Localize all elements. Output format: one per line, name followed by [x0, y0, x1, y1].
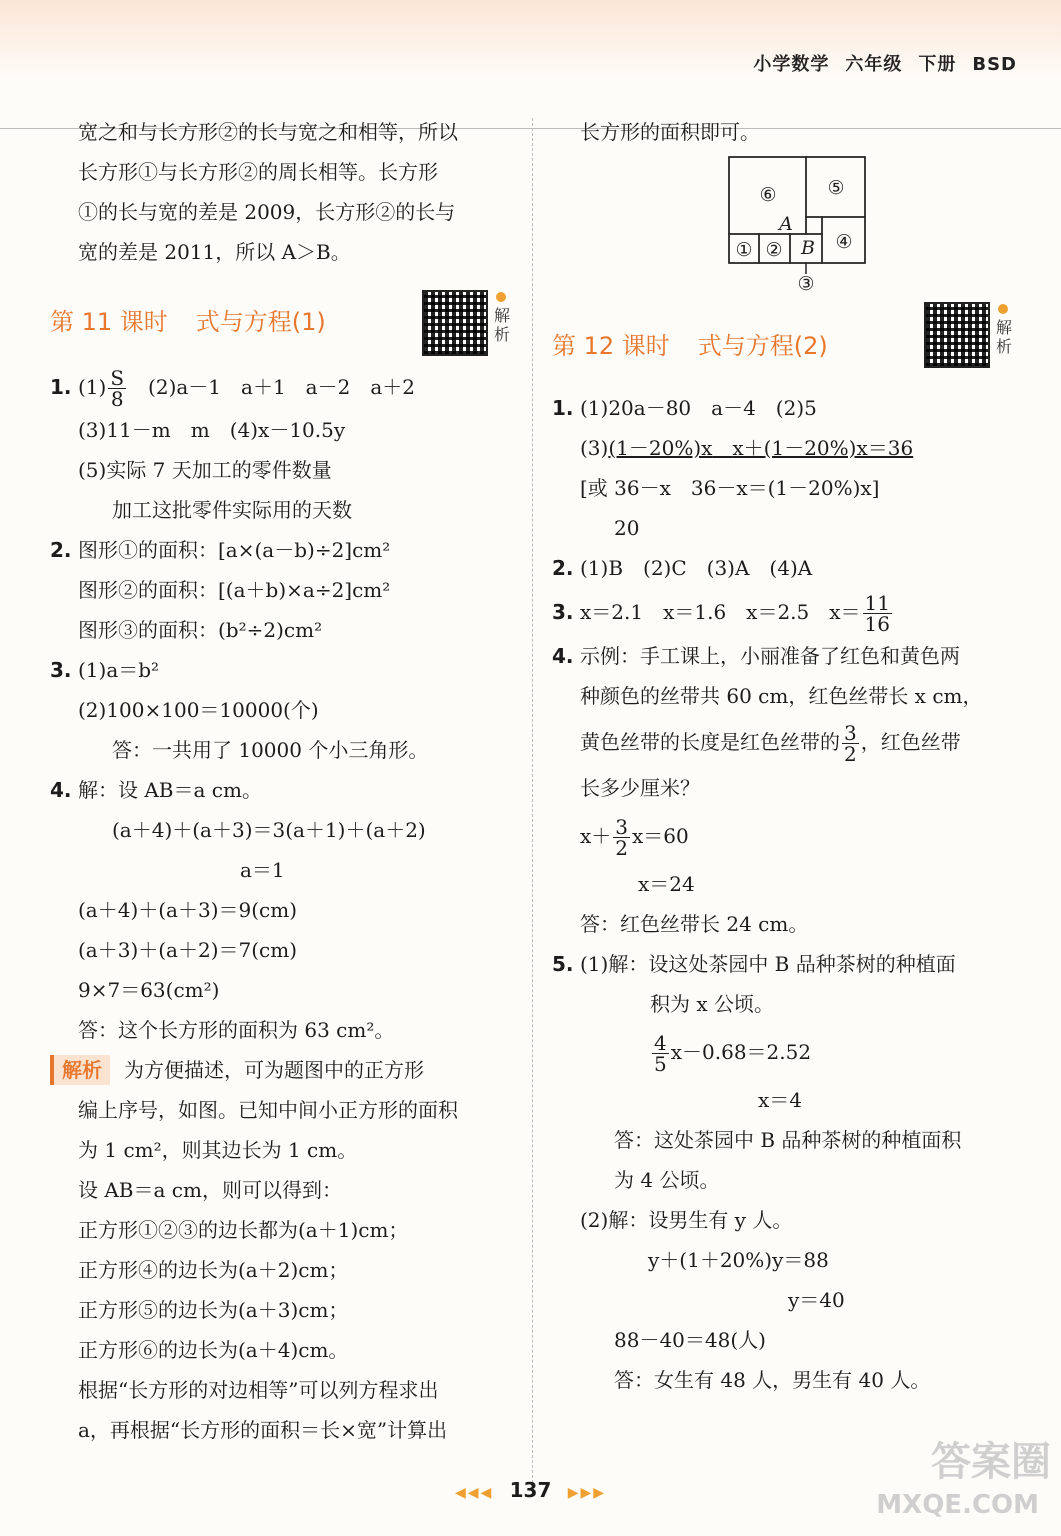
- left-column: [50, 112, 520, 1450]
- l12-q4-line: [552, 636, 1022, 676]
- fraction-denominator: 8: [110, 387, 124, 411]
- l12-q5-h: y＋(1＋20%)y＝88: [648, 1248, 829, 1272]
- l12-q3-a: x＝2.1 x＝1.6 x＝2.5 x＝: [580, 600, 861, 624]
- analysis-text: 设 AB＝a cm，则可以得到：: [78, 1178, 342, 1202]
- l11-q1-d: 加工这批零件实际用的天数: [112, 498, 352, 522]
- label-5: ⑤: [827, 177, 845, 199]
- running-header: [737, 50, 1017, 76]
- fraction: [108, 368, 126, 409]
- l12-q5-g: (2)解：设男生有 y 人。: [580, 1208, 793, 1232]
- l11-q4-f: 9×7＝63(cm²): [78, 978, 220, 1002]
- header-grade: 六年级: [845, 54, 903, 75]
- l12-q5-k: 答：女生有 48 人，男生有 40 人。: [614, 1368, 931, 1392]
- label-A: A: [779, 213, 793, 235]
- l12-q2-line: [552, 548, 1022, 588]
- question-number: 3.: [552, 600, 574, 624]
- question-number: 1.: [50, 375, 72, 399]
- l12-q4-a: 示例：手工课上，小丽准备了红色和黄色两: [580, 644, 960, 668]
- fraction: [863, 593, 892, 634]
- l12-q4-c: [552, 716, 1022, 768]
- analysis-text: 为方便描述，可为题图中的正方形: [124, 1058, 424, 1082]
- l12-q4-c-pre: 黄色丝带的长度是红色丝带的: [580, 730, 840, 754]
- header-edition: BSD: [972, 54, 1017, 75]
- lesson-12-number: 第 12 课时: [552, 332, 670, 360]
- l11-q3-b: (2)100×100＝10000(个): [78, 698, 319, 722]
- l12-q4-c-post: ，红色丝带: [860, 730, 961, 754]
- l12-q4-f: x＝24: [638, 872, 695, 896]
- l12-q1-b: [552, 428, 1022, 468]
- lesson-11-number: 第 11 课时: [50, 308, 168, 336]
- l12-q4-g: 答：红色丝带长 24 cm。: [580, 912, 809, 936]
- analysis-line: [50, 1050, 520, 1090]
- l11-q1-b: (3)11－m m (4)x－10.5y: [78, 418, 346, 442]
- watermark-url: MXQE.COM: [876, 1490, 1039, 1520]
- right-top-line: 长方形的面积即可。: [580, 120, 760, 144]
- l11-q4-a: 解：设 AB＝a cm。: [78, 778, 262, 802]
- l12-q5-line: [552, 944, 1022, 984]
- l11-q3-a: (1)a＝b²: [78, 658, 160, 682]
- l12-q4-e-post: x＝60: [632, 824, 689, 848]
- fraction-denominator: 16: [864, 612, 890, 636]
- l12-q4-e-pre: x＋: [580, 824, 612, 848]
- qr-code-icon[interactable]: [924, 302, 990, 368]
- header-volume: 下册: [918, 54, 957, 75]
- l11-q3-line: [50, 650, 520, 690]
- question-number: 2.: [552, 556, 574, 580]
- l11-q4-g: 答：这个长方形的面积为 63 cm²。: [78, 1018, 395, 1042]
- analysis-tag: 解析: [50, 1055, 110, 1085]
- left-text-line: 长方形①与长方形②的周长相等。长方形: [78, 160, 438, 184]
- analysis-text: 根据“长方形的对边相等”可以列方程求出: [78, 1378, 439, 1402]
- question-number: 2.: [50, 538, 72, 562]
- l12-q5-d: x＝4: [758, 1088, 803, 1112]
- watermark-logo: 答案圈: [931, 1439, 1051, 1485]
- left-text-line: 宽之和与长方形②的长与宽之和相等，所以: [78, 120, 458, 144]
- label-B: B: [801, 237, 815, 259]
- l11-q2-line: [50, 530, 520, 570]
- l11-q1-c: (5)实际 7 天加工的零件数量: [78, 458, 332, 482]
- l11-q1-rest: (2)a－1 a＋1 a－2 a＋2: [148, 375, 415, 399]
- analysis-text: 正方形⑥的边长为(a＋4)cm。: [78, 1338, 349, 1362]
- header-subject: 小学数学: [753, 54, 830, 75]
- lesson-12-title: 式与方程(2): [697, 332, 828, 360]
- l12-q1-b-pre: (3): [580, 436, 609, 460]
- fraction-denominator: 5: [654, 1052, 667, 1076]
- analysis-text: 正方形⑤的边长为(a＋3)cm；: [78, 1298, 349, 1322]
- figure-spacer: [552, 152, 1022, 314]
- l12-q4-b: 种颜色的丝带共 60 cm，红色丝带长 x cm，: [580, 684, 983, 708]
- fraction-numerator: S: [110, 366, 125, 390]
- l11-q4-line: [50, 770, 520, 810]
- l11-q2-b: 图形②的面积：[(a＋b)×a÷2]cm²: [78, 578, 391, 602]
- analysis-text: 正方形①②③的边长都为(a＋1)cm；: [78, 1218, 409, 1242]
- fraction-numerator: 3: [615, 815, 629, 839]
- l12-q5-e: 答：这处茶园中 B 品种茶树的种植面积: [614, 1128, 962, 1152]
- l12-q5-f: 为 4 公顷。: [614, 1168, 720, 1192]
- question-number: 1.: [552, 396, 574, 420]
- l12-q4-d: 长多少厘米？: [580, 776, 700, 800]
- label-6: ⑥: [759, 184, 777, 206]
- l11-q1-line: [50, 364, 520, 410]
- lesson-11-heading: [50, 302, 520, 342]
- l12-q1-d: 20: [614, 516, 640, 540]
- l12-q3-line: [552, 588, 1022, 636]
- l11-q4-d: (a＋4)＋(a＋3)＝9(cm): [78, 898, 298, 922]
- label-1: ①: [735, 239, 753, 261]
- l12-q2-a: (1)B (2)C (3)A (4)A: [580, 556, 813, 580]
- qr-label: 解析: [996, 304, 1014, 356]
- l11-q1-part: (1): [78, 375, 107, 399]
- l12-q1-b-underlined: (1－20%)x: [608, 436, 713, 460]
- l12-q1-line: [552, 388, 1022, 428]
- fraction-denominator: 2: [844, 742, 857, 766]
- l11-q2-c: 图形③的面积：(b²÷2)cm²: [78, 618, 323, 642]
- lesson-11-title: 式与方程(1): [195, 308, 326, 336]
- l11-q4-b: (a＋4)＋(a＋3)＝3(a＋1)＋(a＋2): [112, 818, 426, 842]
- l11-q2-a: 图形①的面积：[a×(a－b)÷2]cm²: [78, 538, 391, 562]
- right-column: [552, 112, 1022, 1400]
- qr-label: 解析: [494, 292, 512, 344]
- fraction-numerator: 11: [864, 591, 890, 615]
- right-arrows-icon: ▶▶▶: [567, 1485, 607, 1501]
- page-number: 137: [509, 1478, 552, 1502]
- fraction: [652, 1033, 669, 1074]
- question-number: 3.: [50, 658, 72, 682]
- lesson-12-heading: [552, 318, 1022, 366]
- analysis-text: a，再根据“长方形的面积＝长×宽”计算出: [78, 1418, 448, 1442]
- fraction: [842, 723, 859, 764]
- question-number: 4.: [552, 644, 574, 668]
- l12-q5-j: 88－40＝48(人): [614, 1328, 766, 1352]
- l12-q5-c-post: x－0.68＝2.52: [670, 1040, 812, 1064]
- label-3: ③: [797, 273, 815, 295]
- l12-q1-c: [或 36－x 36－x＝(1－20%)x]: [580, 476, 880, 500]
- label-2: ②: [765, 239, 783, 261]
- analysis-text: 正方形④的边长为(a＋2)cm；: [78, 1258, 349, 1282]
- l12-q1-b-underlined: x＋(1－20%)x＝36: [732, 436, 914, 460]
- label-4: ④: [835, 231, 853, 253]
- l12-q5-i: y＝40: [788, 1288, 845, 1312]
- l12-q4-e: [552, 808, 1022, 864]
- fraction: [613, 817, 630, 858]
- l12-q5-b: 积为 x 公顷。: [650, 992, 774, 1016]
- left-text-line: ①的长与宽的差是 2009，长方形②的长与: [78, 200, 456, 224]
- left-text-line: 宽的差是 2011，所以 A＞B。: [78, 240, 351, 264]
- left-arrows-icon: ◀◀◀: [454, 1485, 494, 1501]
- l11-q4-c: a＝1: [240, 858, 285, 882]
- question-number: 5.: [552, 952, 574, 976]
- analysis-text: 编上序号，如图。已知中间小正方形的面积: [78, 1098, 458, 1122]
- fraction-numerator: 4: [654, 1031, 667, 1055]
- column-divider: [532, 118, 533, 1493]
- l11-q4-e: (a＋3)＋(a＋2)＝7(cm): [78, 938, 298, 962]
- l11-q3-c: 答：一共用了 10000 个小三角形。: [112, 738, 429, 762]
- question-number: 4.: [50, 778, 72, 802]
- fraction-denominator: 2: [615, 836, 629, 860]
- l12-q5-c: [552, 1024, 1022, 1080]
- analysis-text: 为 1 cm²，则其边长为 1 cm。: [78, 1138, 358, 1162]
- qr-code-icon[interactable]: [422, 290, 488, 356]
- l12-q1-a: (1)20a－80 a－4 (2)5: [580, 396, 817, 420]
- fraction-numerator: 3: [844, 721, 857, 745]
- l12-q5-a: (1)解：设这处茶园中 B 品种茶树的种植面: [580, 952, 956, 976]
